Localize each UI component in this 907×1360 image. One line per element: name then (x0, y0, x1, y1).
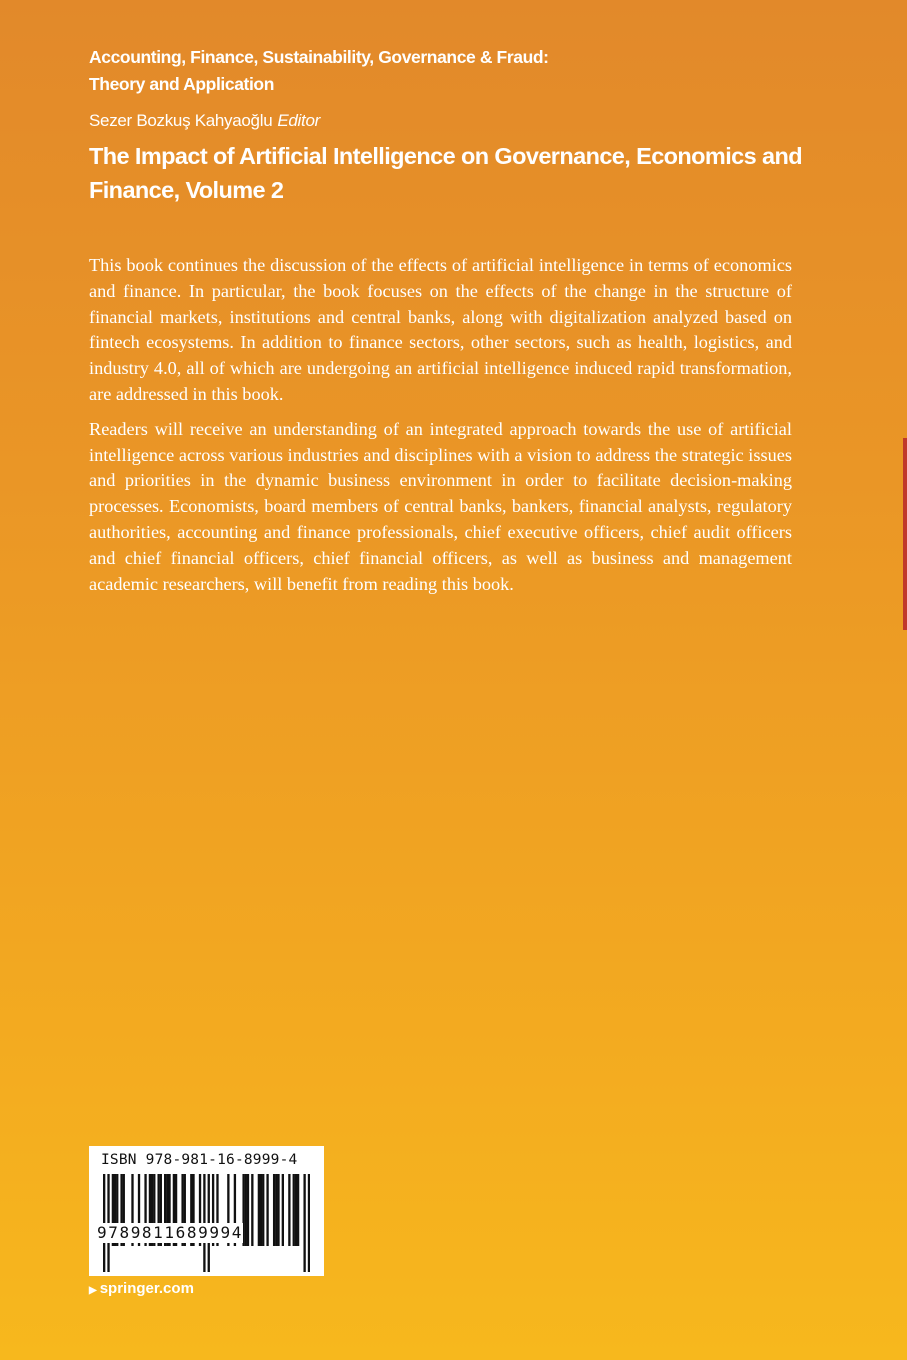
barcode-bar (266, 1174, 268, 1246)
publisher-link[interactable] (89, 1280, 194, 1297)
barcode-bar (308, 1174, 310, 1272)
book-description (89, 253, 792, 606)
publisher-url: springer.com (99, 1280, 194, 1297)
isbn-label: ISBN 978-981-16-8999-4 (101, 1152, 298, 1168)
barcode-bar (273, 1174, 275, 1246)
barcode-bar (247, 1174, 249, 1246)
barcode-bar (295, 1174, 297, 1246)
editor-credit (89, 111, 320, 131)
barcode-bar (303, 1174, 305, 1272)
triangle-right-icon: ▶ (89, 1285, 97, 1296)
barcode-bar (262, 1174, 264, 1246)
editor-role: Editor (277, 111, 320, 130)
barcode-bar (293, 1174, 295, 1246)
series-title-line-2: Theory and Application (89, 74, 275, 94)
book-title (89, 139, 849, 207)
barcode-bar (282, 1174, 284, 1246)
isbn-barcode (89, 1146, 324, 1276)
editor-name: Sezer Bozkuş Kahyaoğlu (89, 111, 273, 130)
barcode-bar (288, 1174, 290, 1246)
series-title-line-1: Accounting, Finance, Sustainability, Governance & Fraud: (89, 47, 549, 67)
barcode-bar (260, 1174, 262, 1246)
barcode-bar (258, 1174, 260, 1246)
barcode-bar (245, 1174, 247, 1246)
description-paragraph-2: Readers will receive an understanding of an integrated approach towards the use of artificial intelligence across various industries and disciplines with a vision to address the strategic issues and priorities in the dynamic business environment in order to facilitate decision-making processes. Economists, board members of central banks, bankers, financial analysts, regulatory authorities, accounting and finance professionals, chief executive officers, chief audit officers and chief financial officers, chief financial officers, as well as business and management academic researchers, will benefit from reading this book. (89, 418, 792, 594)
book-title-line-2: Finance, Volume 2 (89, 177, 284, 203)
barcode-digits: 9789811689994 (97, 1223, 244, 1242)
barcode-bar (251, 1174, 253, 1246)
book-title-line-1: The Impact of Artificial Intelligence on Governance, Economics and (89, 143, 802, 169)
series-title (89, 44, 829, 98)
description-paragraph-1: This book continues the discussion of the effects of artificial intelligence in terms of economics and finance. In particular, the book focuses on the effects of the change in the structure of financial markets, institutions and central banks, along with digitalization analyzed based on fintech ecosystems. In addition to finance sectors, other sectors, such as health, logistics, and industry 4.0, all of which are undergoing an artificial intelligence induced rapid transformation, are addressed in this book. (89, 255, 792, 404)
edge-color-mark (903, 438, 907, 630)
barcode-bar (277, 1174, 279, 1246)
barcode-bar (297, 1174, 299, 1246)
barcode-bar (275, 1174, 277, 1246)
